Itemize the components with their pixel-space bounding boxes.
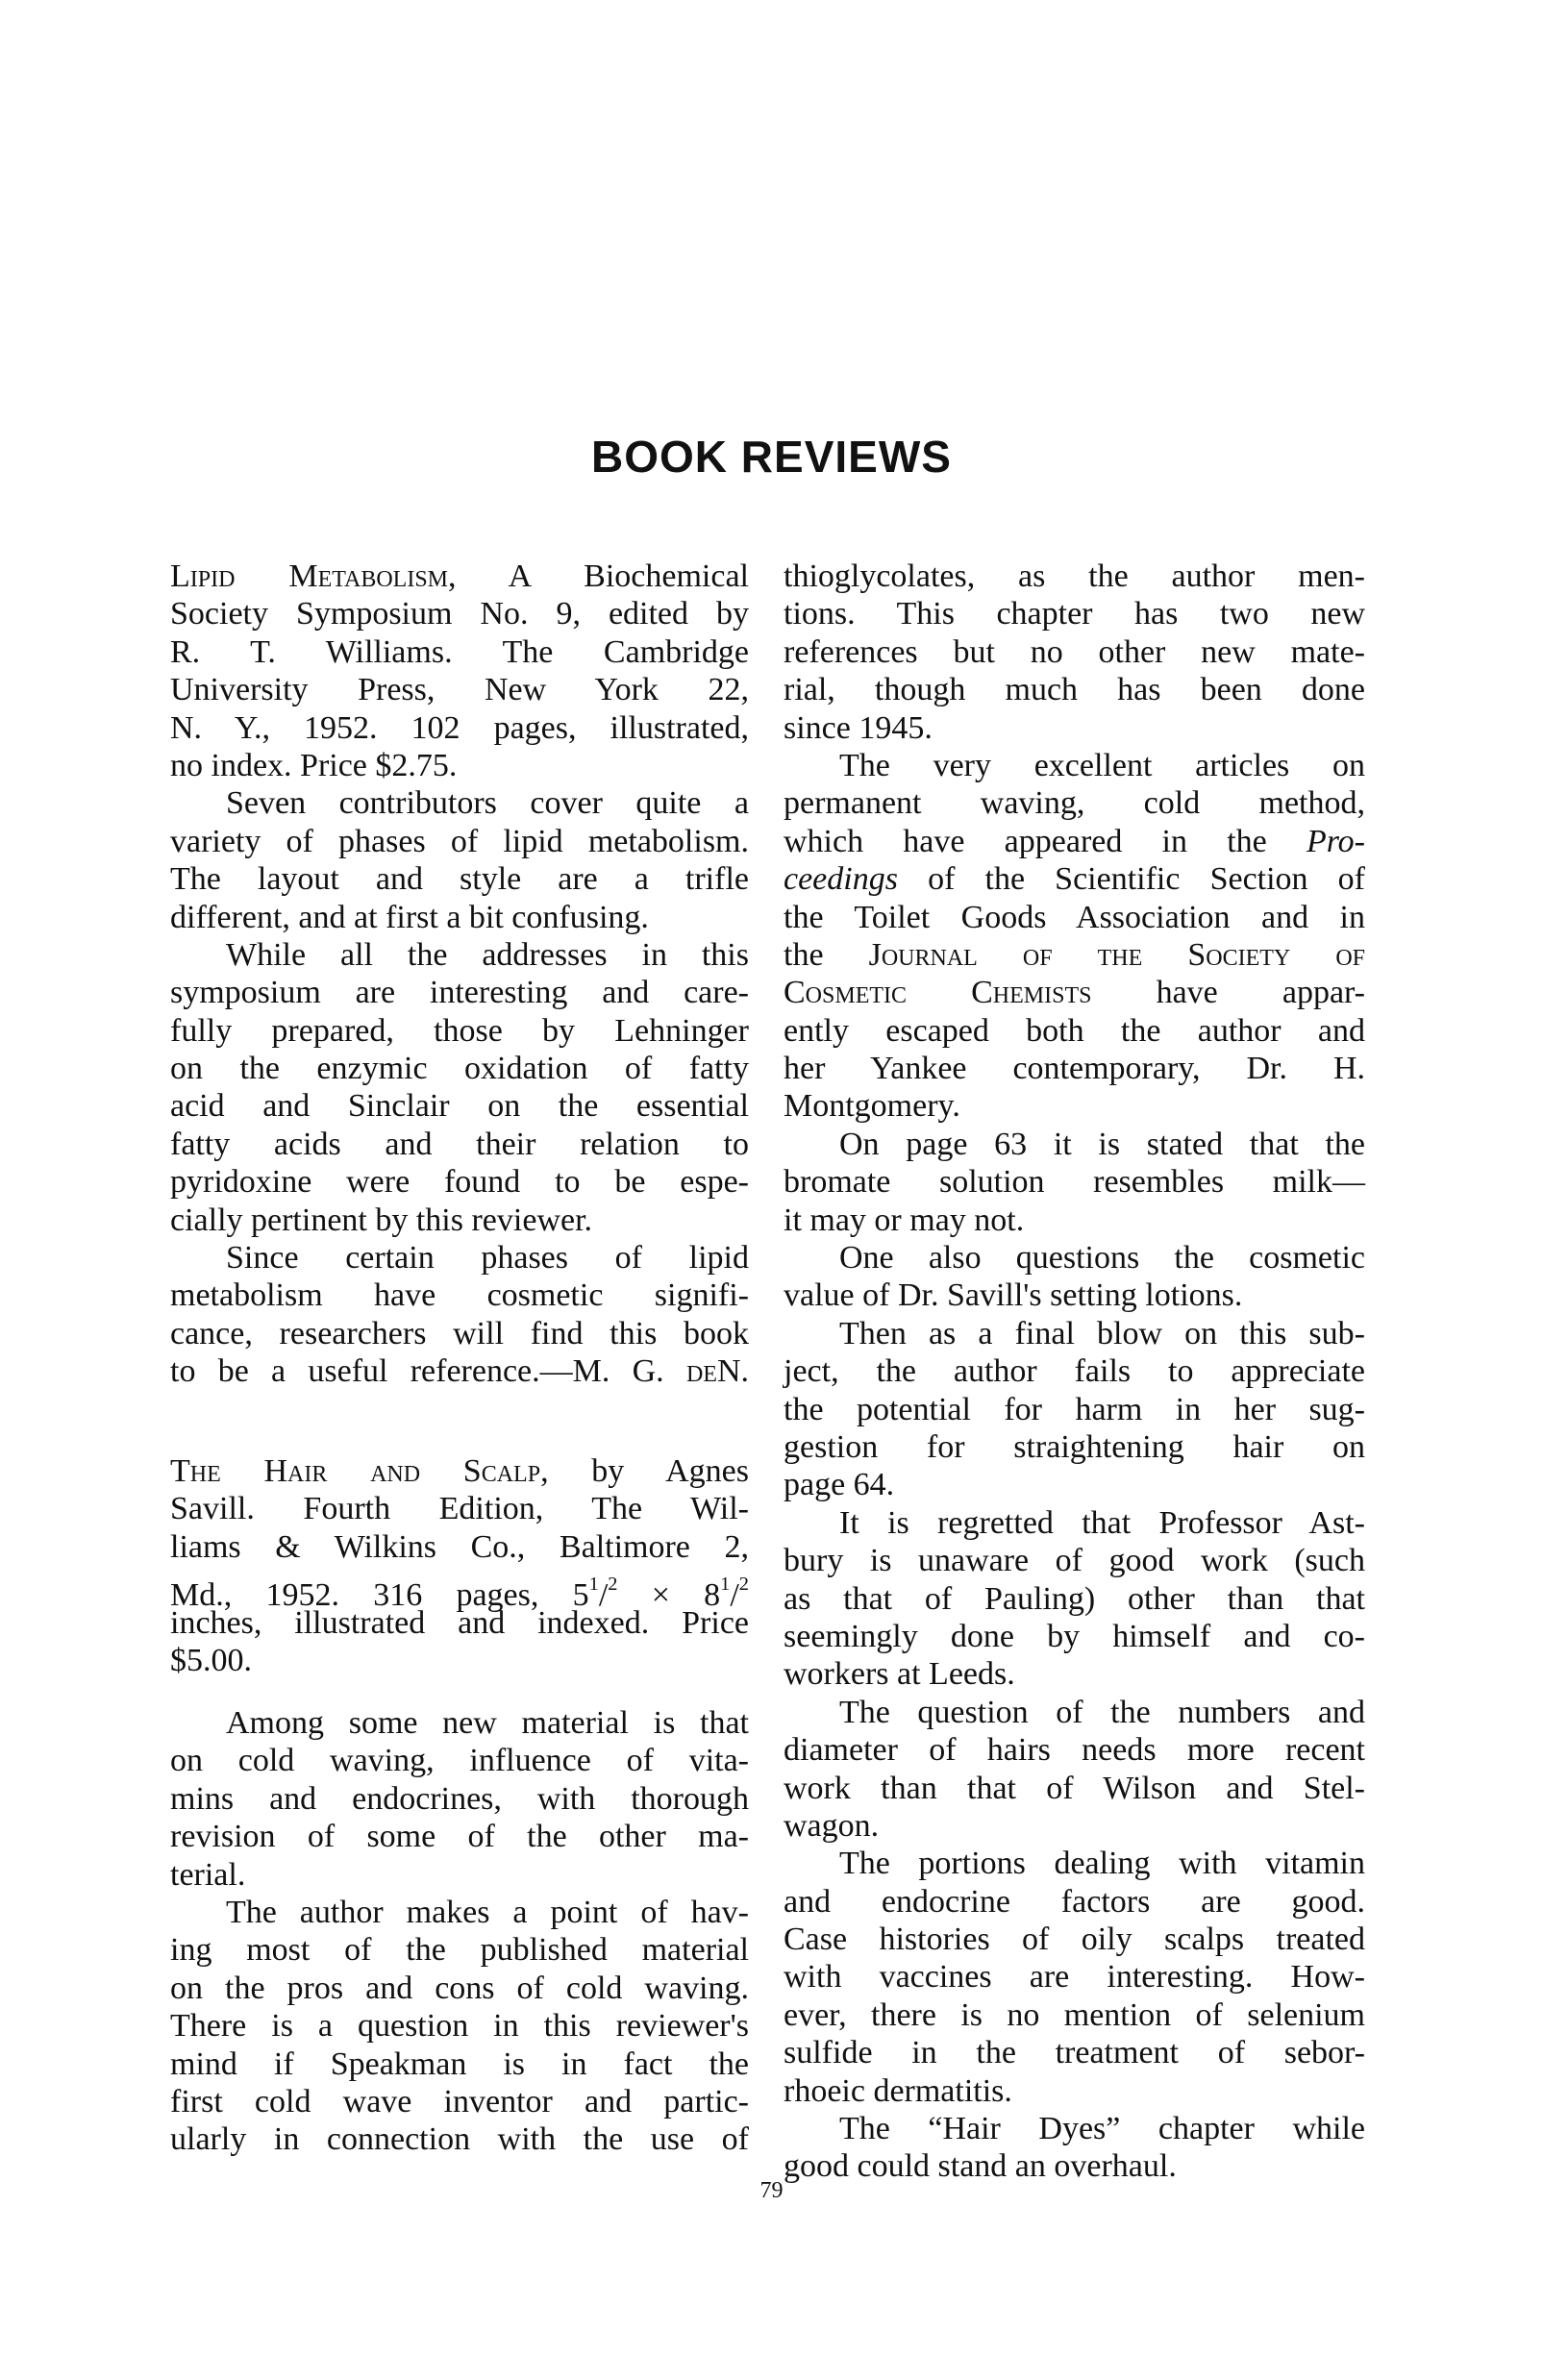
paragraph (784, 1845, 1365, 2110)
text-line: ject, the author fails to appreciate (784, 1353, 1365, 1390)
small-caps-text: Lipid Metabolism (170, 558, 449, 594)
text-line: N. Y., 1952. 102 pages, illustrated, (170, 709, 749, 746)
small-caps-text: Cosmetic Chemists (784, 975, 1092, 1011)
small-caps-text: de (685, 1353, 717, 1390)
text-segment: to be a useful reference.—M. G. (170, 1353, 686, 1390)
text-line: mind if Speakman is in fact the (170, 2045, 749, 2082)
page-number: 79 (759, 2178, 784, 2203)
text-line: value of Dr. Savill's setting lotions. (784, 1277, 1243, 1314)
text-line: Montgomery. (784, 1088, 960, 1125)
text-segment: , by Agnes (540, 1453, 749, 1489)
text-line: There is a question in this reviewer's (170, 2008, 749, 2045)
paragraph (784, 1315, 1365, 1504)
text-line: variety of phases of lipid metabolism. (170, 823, 749, 859)
text-segment: 2 (738, 1574, 749, 1596)
text-line: metabolism have cosmetic signifi- (170, 1277, 749, 1314)
text-line (784, 974, 1365, 1011)
text-line: Among some new material is that (226, 1705, 749, 1741)
text-line: cially pertinent by this reviewer. (170, 1202, 593, 1238)
small-caps-text: The Hair and Scalp (170, 1453, 541, 1489)
text-line: The question of the numbers and (839, 1694, 1365, 1730)
text-line: good could stand an overhaul. (784, 2148, 1177, 2185)
text-line: Since certain phases of lipid (226, 1240, 749, 1277)
text-segment: which have appeared in the (784, 823, 1307, 859)
text-line: symposium are interesting and care- (170, 975, 749, 1011)
text-line: tions. This chapter has two new (784, 596, 1365, 632)
text-line: liams & Wilkins Co., Baltimore 2, (170, 1528, 749, 1565)
text-line: references but no other new mate- (784, 633, 1365, 670)
text-line: on the pros and cons of cold waving. (170, 1970, 749, 2006)
text-line: It is regretted that Professor Ast- (839, 1504, 1365, 1541)
text-line (784, 823, 1365, 860)
italic-text: ceedings (784, 861, 898, 898)
text-segment: / (730, 1576, 739, 1613)
text-segment: have appar- (1091, 975, 1366, 1011)
paragraph (170, 936, 749, 1239)
text-line: cance, researchers will find this book (170, 1315, 749, 1351)
paragraph (170, 784, 749, 936)
text-line: ever, there is no mention of selenium (784, 1996, 1365, 2033)
text-line: The portions dealing with vitamin (839, 1846, 1365, 1882)
text-line (784, 936, 1365, 974)
text-line: terial. (170, 1856, 246, 1893)
text-line: with vaccines are interesting. How- (784, 1959, 1365, 1996)
italic-text: Pro- (1306, 823, 1365, 859)
text-line: page 64. (784, 1467, 895, 1503)
paragraph (170, 558, 749, 784)
text-line: first cold wave inventor and partic- (170, 2083, 749, 2120)
text-line: as that of Pauling) other than that (784, 1580, 1365, 1617)
text-line: The very excellent articles on (839, 747, 1365, 783)
paragraph (784, 1504, 1365, 1694)
text-line: University Press, New York 22, (170, 672, 749, 708)
paragraph (784, 1126, 1365, 1239)
review-lipid-metabolism (170, 558, 749, 1391)
text-line: ing most of the published material (170, 1932, 749, 1969)
text-line: inches, illustrated and indexed. Price (170, 1604, 749, 1641)
small-caps-text: Journal of the Society of (868, 936, 1365, 973)
text-segment: the (784, 936, 869, 973)
text-line (170, 558, 749, 595)
text-line: The author makes a point of hav- (226, 1894, 749, 1930)
text-segment: 1 (588, 1574, 599, 1596)
text-line: it may or may not. (784, 1202, 1025, 1238)
text-line: rhoeic dermatitis. (784, 2072, 1012, 2109)
text-line: pyridoxine were found to be espe- (170, 1164, 749, 1201)
paragraph (784, 747, 1365, 1126)
text-line (784, 860, 1365, 898)
text-line: While all the addresses in this (226, 936, 749, 973)
text-line: fully prepared, those by Lehninger (170, 1012, 749, 1049)
text-line: Society Symposium No. 9, edited by (170, 596, 749, 632)
paragraph (784, 1239, 1365, 1315)
text-line: sulfide in the treatment of sebor- (784, 2035, 1365, 2071)
text-segment: / (598, 1576, 609, 1613)
paragraph (784, 1694, 1365, 1846)
text-line: on cold waving, influence of vita- (170, 1743, 749, 1779)
text-line: permanent waving, cold method, (784, 785, 1365, 822)
text-line: Savill. Fourth Edition, The Wil- (170, 1491, 749, 1527)
text-line: rial, though much has been done (784, 672, 1365, 708)
text-line: The layout and style are a trifle (170, 861, 749, 898)
text-line: On page 63 it is stated that the (839, 1126, 1365, 1162)
review-hair-and-scalp-body-right (784, 558, 1365, 2186)
text-line: the Toilet Goods Association and in (784, 899, 1365, 935)
paragraph (784, 558, 1365, 747)
review-hair-and-scalp-body-left (170, 1704, 749, 2159)
text-line: work than that of Wilson and Stel- (784, 1770, 1365, 1806)
paragraph (170, 1704, 749, 1894)
paragraph (170, 1894, 749, 2159)
text-line (170, 1352, 749, 1390)
text-segment: , A Biochemical (448, 558, 749, 594)
text-line: thioglycolates, as the author men- (784, 558, 1365, 594)
text-line: fatty acids and their relation to (170, 1126, 749, 1162)
text-segment: N. (716, 1353, 749, 1390)
text-line: mins and endocrines, with thorough (170, 1780, 749, 1817)
text-segment: × 8 (617, 1576, 721, 1613)
text-line: gestion for straightening hair on (784, 1428, 1365, 1465)
text-line: no index. Price $2.75. (170, 747, 458, 783)
text-segment: 2 (608, 1574, 618, 1596)
text-line: Case histories of oily scalps treated (784, 1921, 1365, 1958)
text-line: the potential for harm in her sug- (784, 1391, 1365, 1427)
text-line: acid and Sinclair on the essential (170, 1088, 749, 1125)
text-line: on the enzymic oxidation of fatty (170, 1051, 749, 1087)
text-line: different, and at first a bit confusing. (170, 899, 649, 935)
paragraph (170, 1452, 749, 1679)
text-line: Seven contributors cover quite a (226, 785, 749, 822)
text-line: wagon. (784, 1807, 880, 1844)
text-line: seemingly done by himself and co- (784, 1618, 1365, 1654)
text-line: Then as a final blow on this sub- (839, 1315, 1365, 1351)
page-title: BOOK REVIEWS (591, 432, 952, 482)
text-line: workers at Leeds. (784, 1656, 1015, 1693)
text-line: bromate solution resembles milk— (784, 1164, 1365, 1201)
text-line: bury is unaware of good work (such (784, 1543, 1365, 1579)
text-line: $5.00. (170, 1642, 252, 1678)
text-segment: 1 (720, 1574, 731, 1596)
text-line: One also questions the cosmetic (839, 1240, 1365, 1277)
text-line (170, 1452, 749, 1490)
text-segment: of the Scientific Section of (897, 861, 1365, 898)
text-line: diameter of hairs needs more recent (784, 1732, 1365, 1769)
text-line: ently escaped both the author and (784, 1012, 1365, 1049)
text-line: ularly in connection with the use of (170, 2121, 749, 2158)
text-line: since 1945. (784, 709, 933, 746)
text-line: her Yankee contemporary, Dr. H. (784, 1051, 1365, 1087)
review-hair-and-scalp-citation (170, 1452, 749, 1679)
text-line: revision of some of the other ma- (170, 1819, 749, 1855)
text-line: The “Hair Dyes” chapter while (839, 2111, 1365, 2147)
text-line (170, 1566, 749, 1613)
text-line: and endocrine factors are good. (784, 1883, 1365, 1920)
paragraph (170, 1239, 749, 1391)
paragraph (784, 2110, 1365, 2186)
text-segment: Md., 1952. 316 pages, 5 (170, 1576, 589, 1613)
text-line: R. T. Williams. The Cambridge (170, 633, 749, 670)
